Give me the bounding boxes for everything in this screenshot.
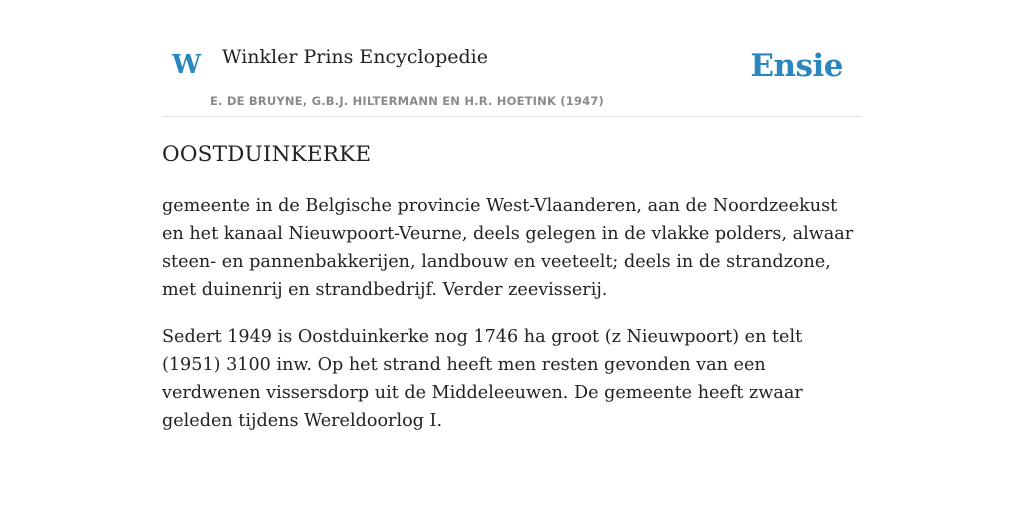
article (162, 138, 862, 435)
source-authors: E. DE BRUYNE, G.B.J. HILTERMANN EN H.R. HOETINK (1947) (210, 94, 605, 108)
brand-logo-link[interactable]: Ensie (750, 48, 843, 84)
source-logo-icon: W (172, 50, 202, 80)
source-title: Winkler Prins Encyclopedie (222, 46, 488, 68)
article-title: OOSTDUINKERKE (162, 142, 372, 167)
article-paragraph: gemeente in de Belgische provincie West-Vlaanderen, aan de Noordzeekust en het kanaal Nieuwpoort-Veurne, deels gelegen in de vlakke polders, alwaar steen- en pannenbakkerijen, landbouw en veeteelt; deels in de strandzone, met duinenrij en strandbedrijf. Verder zeevisserij. (162, 196, 854, 300)
article-body (162, 192, 862, 435)
source-header (162, 0, 862, 117)
article-paragraph: Sedert 1949 is Oostduinkerke nog 1746 ha groot (z Nieuwpoort) en telt (1951) 3100 inw. Op het strand heeft men resten gevonden van een verdwenen vissersdorp uit de Middeleeuwen. De gemeente heeft zwaar geleden tijdens Wereldoorlog I. (162, 327, 803, 431)
